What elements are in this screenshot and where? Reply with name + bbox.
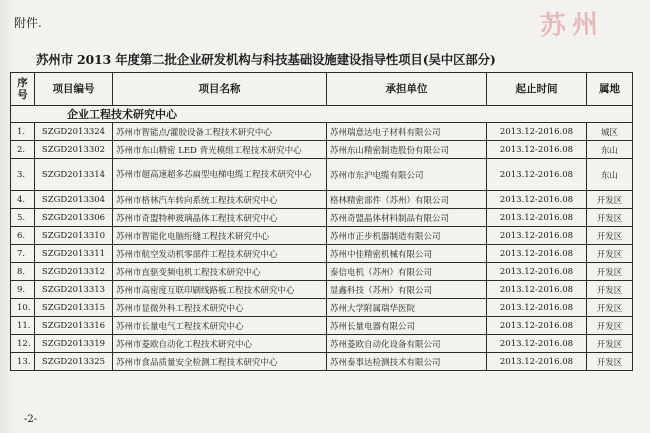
row-code: SZGD2013304 bbox=[35, 191, 113, 209]
row-seq: 5. bbox=[11, 209, 35, 227]
row-code: SZGD2013314 bbox=[35, 159, 113, 191]
row-code: SZGD2013324 bbox=[35, 123, 113, 141]
row-period: 2013.12-2016.08 bbox=[487, 317, 587, 335]
row-name: 苏州市奇盟特种玻璃晶体工程技术研究中心 bbox=[113, 209, 327, 227]
row-code: SZGD2013316 bbox=[35, 317, 113, 335]
row-seq: 9. bbox=[11, 281, 35, 299]
row-name: 苏州市航空发动机零部件工程技术研究中心 bbox=[113, 245, 327, 263]
row-unit: 苏州市正步机器制造有限公司 bbox=[327, 227, 487, 245]
table-row bbox=[11, 123, 633, 141]
row-unit: 显鑫科技（苏州）有限公司 bbox=[327, 281, 487, 299]
row-period: 2013.12-2016.08 bbox=[487, 245, 587, 263]
table-row bbox=[11, 191, 633, 209]
row-area: 开发区 bbox=[587, 191, 633, 209]
table-row bbox=[11, 245, 633, 263]
section-title: 企业工程技术研究中心 bbox=[11, 106, 633, 123]
row-seq: 3. bbox=[11, 159, 35, 191]
row-unit: 苏州菱欧自动化设备有限公司 bbox=[327, 335, 487, 353]
row-area: 开发区 bbox=[587, 281, 633, 299]
row-area: 东山 bbox=[587, 159, 633, 191]
row-period: 2013.12-2016.08 bbox=[487, 191, 587, 209]
row-unit: 泰信电机（苏州）有限公司 bbox=[327, 263, 487, 281]
section-row bbox=[11, 106, 633, 123]
table-row bbox=[11, 299, 633, 317]
row-name: 苏州市智能化电脑绗缝工程技术研究中心 bbox=[113, 227, 327, 245]
table-row bbox=[11, 353, 633, 371]
table-row bbox=[11, 281, 633, 299]
row-seq: 8. bbox=[11, 263, 35, 281]
table-row bbox=[11, 209, 633, 227]
row-period: 2013.12-2016.08 bbox=[487, 141, 587, 159]
row-name: 苏州市直驱变频电机工程技术研究中心 bbox=[113, 263, 327, 281]
header-code: 项目编号 bbox=[35, 73, 113, 106]
row-area: 东山 bbox=[587, 141, 633, 159]
document-title: 苏州市 2013 年度第二批企业研发机构与科技基础设施建设指导性项目(吴中区部分) bbox=[36, 52, 496, 67]
row-seq: 10. bbox=[11, 299, 35, 317]
row-unit: 苏州市东沪电缆有限公司 bbox=[327, 159, 487, 191]
table-row bbox=[11, 263, 633, 281]
row-unit: 苏州长量电器有限公司 bbox=[327, 317, 487, 335]
row-name: 苏州市智能点/灌胶设备工程技术研究中心 bbox=[113, 123, 327, 141]
row-area: 开发区 bbox=[587, 335, 633, 353]
row-name: 苏州市显微外科工程技术研究中心 bbox=[113, 299, 327, 317]
row-code: SZGD2013310 bbox=[35, 227, 113, 245]
red-seal-stamp: 苏州 bbox=[539, 9, 605, 42]
header-unit: 承担单位 bbox=[327, 73, 487, 106]
row-seq: 1. bbox=[11, 123, 35, 141]
row-unit: 苏州瑞意达电子材料有限公司 bbox=[327, 123, 487, 141]
row-name: 苏州市格林汽车转向系统工程技术研究中心 bbox=[113, 191, 327, 209]
row-unit: 苏州中佳精密机械有限公司 bbox=[327, 245, 487, 263]
row-period: 2013.12-2016.08 bbox=[487, 299, 587, 317]
row-seq: 4. bbox=[11, 191, 35, 209]
table-row bbox=[11, 335, 633, 353]
row-unit: 苏州泰事达检测技术有限公司 bbox=[327, 353, 487, 371]
row-name: 苏州市长量电气工程技术研究中心 bbox=[113, 317, 327, 335]
row-period: 2013.12-2016.08 bbox=[487, 209, 587, 227]
header-area: 属地 bbox=[587, 73, 633, 106]
row-period: 2013.12-2016.08 bbox=[487, 227, 587, 245]
row-period: 2013.12-2016.08 bbox=[487, 353, 587, 371]
row-area: 开发区 bbox=[587, 317, 633, 335]
header-seq-line-1: 序 bbox=[17, 77, 28, 89]
project-table bbox=[10, 72, 633, 371]
row-name: 苏州市菱欧自动化工程技术研究中心 bbox=[113, 335, 327, 353]
header-seq bbox=[11, 73, 35, 106]
row-area: 开发区 bbox=[587, 263, 633, 281]
header-name: 项目名称 bbox=[113, 73, 327, 106]
row-name: 苏州市东山精密 LED 背光模组工程技术研究中心 bbox=[113, 141, 327, 159]
row-area: 开发区 bbox=[587, 209, 633, 227]
row-code: SZGD2013319 bbox=[35, 335, 113, 353]
row-name: 苏州市食品质量安全检测工程技术研究中心 bbox=[113, 353, 327, 371]
attachment-label: 附件. bbox=[14, 16, 42, 30]
row-area: 开发区 bbox=[587, 245, 633, 263]
row-name: 苏州市超高速超多芯扁型电梯电缆工程技术研究中心 bbox=[113, 159, 327, 191]
row-unit: 苏州奇盟晶体材料制品有限公司 bbox=[327, 209, 487, 227]
row-unit: 苏州东山精密制造股份有限公司 bbox=[327, 141, 487, 159]
row-period: 2013.12-2016.08 bbox=[487, 335, 587, 353]
row-seq: 2. bbox=[11, 141, 35, 159]
row-unit: 苏州大学附属瑞华医院 bbox=[327, 299, 487, 317]
page-number: -2- bbox=[24, 414, 38, 425]
row-name: 苏州市高密度互联印刷线路板工程技术研究中心 bbox=[113, 281, 327, 299]
row-area: 开发区 bbox=[587, 299, 633, 317]
table-row bbox=[11, 227, 633, 245]
row-code: SZGD2013302 bbox=[35, 141, 113, 159]
row-seq: 7. bbox=[11, 245, 35, 263]
table-header-row bbox=[11, 73, 633, 106]
row-period: 2013.12-2016.08 bbox=[487, 281, 587, 299]
row-period: 2013.12-2016.08 bbox=[487, 159, 587, 191]
row-area: 开发区 bbox=[587, 353, 633, 371]
row-period: 2013.12-2016.08 bbox=[487, 263, 587, 281]
row-period: 2013.12-2016.08 bbox=[487, 123, 587, 141]
header-seq-line-2: 号 bbox=[17, 89, 28, 101]
row-code: SZGD2013311 bbox=[35, 245, 113, 263]
row-code: SZGD2013313 bbox=[35, 281, 113, 299]
row-seq: 6. bbox=[11, 227, 35, 245]
row-seq: 12. bbox=[11, 335, 35, 353]
row-code: SZGD2013325 bbox=[35, 353, 113, 371]
row-code: SZGD2013306 bbox=[35, 209, 113, 227]
row-seq: 11. bbox=[11, 317, 35, 335]
header-period: 起止时间 bbox=[487, 73, 587, 106]
table-row bbox=[11, 317, 633, 335]
row-area: 开发区 bbox=[587, 227, 633, 245]
row-seq: 13. bbox=[11, 353, 35, 371]
row-unit: 格林精密部件（苏州）有限公司 bbox=[327, 191, 487, 209]
row-area: 城区 bbox=[587, 123, 633, 141]
row-code: SZGD2013315 bbox=[35, 299, 113, 317]
table-row bbox=[11, 141, 633, 159]
row-code: SZGD2013312 bbox=[35, 263, 113, 281]
table-row bbox=[11, 159, 633, 191]
